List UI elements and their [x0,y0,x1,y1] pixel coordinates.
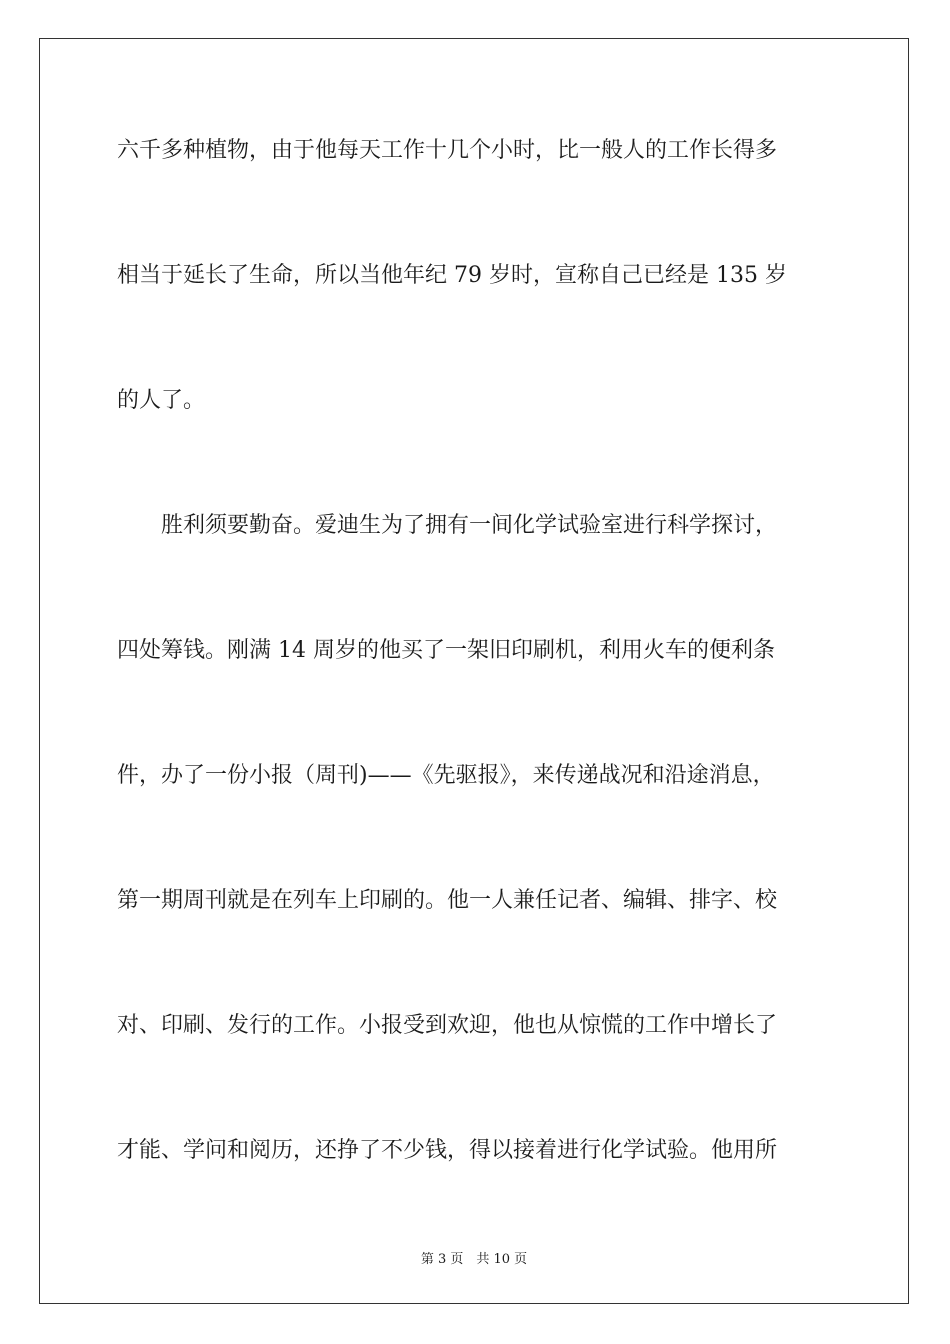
text-line: 的人了。 [117,388,206,413]
text-line: 六千多种植物，由于他每天工作十几个小时，比一般人的工作长得多 [117,138,778,163]
text-line: 相当于延长了生命，所以当他年纪 79 岁时，宣称自己已经是 135 岁 [117,263,787,288]
text-line: 对、印刷、发行的工作。小报受到欢迎，他也从惊慌的工作中增长了 [117,1013,778,1038]
text-line: 才能、学问和阅历，还挣了不少钱，得以接着进行化学试验。他用所 [117,1138,778,1163]
text-line: 四处筹钱。刚满 14 周岁的他买了一架旧印刷机，利用火车的便利条 [117,638,775,663]
text-line: 件，办了一份小报（周刊)——《先驱报》，来传递战况和沿途消息， [117,763,775,788]
page-footer [40,1248,908,1267]
text-line: 第一期周刊就是在列车上印刷的。他一人兼任记者、编辑、排字、校 [117,888,778,913]
text-line: 胜利须要勤奋。爱迪生为了拥有一间化学试验室进行科学探讨， [117,513,778,538]
page-number: 第 3 页 共 10 页 [420,1252,528,1267]
document-page [39,38,909,1304]
